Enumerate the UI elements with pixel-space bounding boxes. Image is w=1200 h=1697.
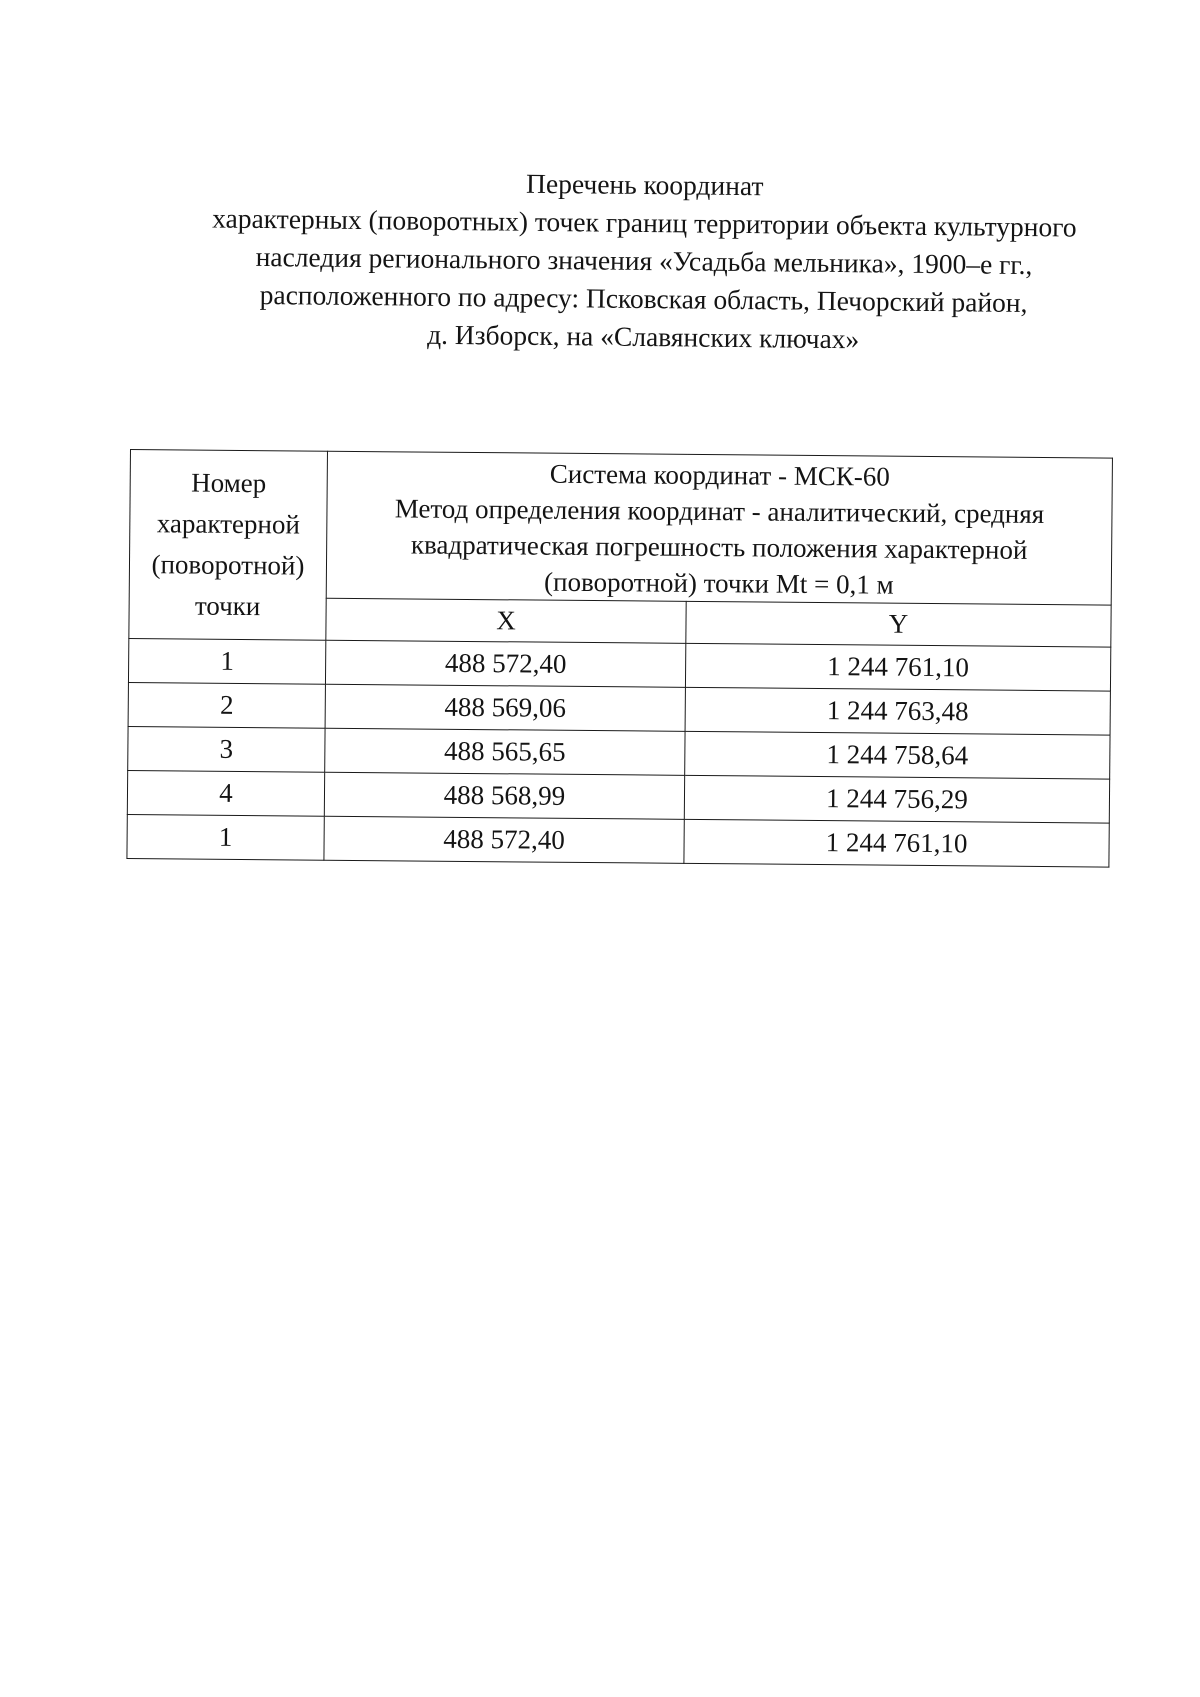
heading-line-4: расположенного по адресу: Псковская область, Печорский район,	[259, 278, 1028, 319]
x-coordinate-cell: 488 572,40	[324, 816, 684, 863]
point-number-cell: 1	[128, 638, 325, 684]
system-header-line-4: (поворотной) точки Mt = 0,1 м	[543, 566, 894, 600]
coordinate-system-header	[326, 451, 1112, 605]
y-coordinate-cell: 1 244 761,10	[685, 643, 1110, 691]
y-coordinate-cell: 1 244 763,48	[685, 687, 1110, 735]
system-header-line-3: квадратическая погрешность положения характерной	[410, 529, 1028, 565]
document-heading	[148, 161, 1140, 361]
coordinates-table	[126, 449, 1113, 868]
y-coordinate-cell: 1 244 756,29	[684, 775, 1109, 823]
y-coordinate-cell: 1 244 758,64	[685, 731, 1110, 779]
heading-line-5: д. Изборск, на «Славянских ключах»	[427, 318, 860, 355]
point-header-line-3: (поворотной)	[151, 549, 305, 581]
heading-line-2: характерных (поворотных) точек границ территории объекта культурного	[212, 202, 1077, 243]
point-number-cell: 2	[128, 682, 325, 728]
heading-line-3: наследия регионального значения «Усадьба мельника», 1900–е гг.,	[255, 240, 1033, 281]
x-coordinate-cell: 488 569,06	[325, 684, 685, 731]
coordinates-table-wrapper	[126, 449, 1112, 868]
point-number-cell: 3	[128, 726, 325, 772]
point-header-line-4: точки	[194, 590, 261, 622]
point-number-cell: 4	[127, 770, 324, 816]
heading-line-1: Перечень координат	[525, 167, 764, 202]
system-header-line-2: Метод определения координат - аналитический, средняя	[394, 493, 1045, 529]
system-header-line-1: Система координат - МСК-60	[549, 458, 890, 492]
table-header-row	[129, 450, 1112, 606]
x-coordinate-cell: 488 565,65	[325, 728, 685, 775]
y-coordinate-cell: 1 244 761,10	[684, 819, 1109, 867]
x-column-header: X	[326, 598, 686, 643]
point-header-line-2: характерной	[156, 508, 301, 540]
point-number-cell: 1	[127, 814, 324, 860]
y-column-header: Y	[686, 601, 1111, 647]
point-header-line-1: Номер	[191, 467, 267, 499]
point-number-header	[129, 450, 328, 641]
table-row	[127, 814, 1109, 867]
x-coordinate-cell: 488 568,99	[324, 772, 684, 819]
x-coordinate-cell: 488 572,40	[325, 640, 685, 687]
